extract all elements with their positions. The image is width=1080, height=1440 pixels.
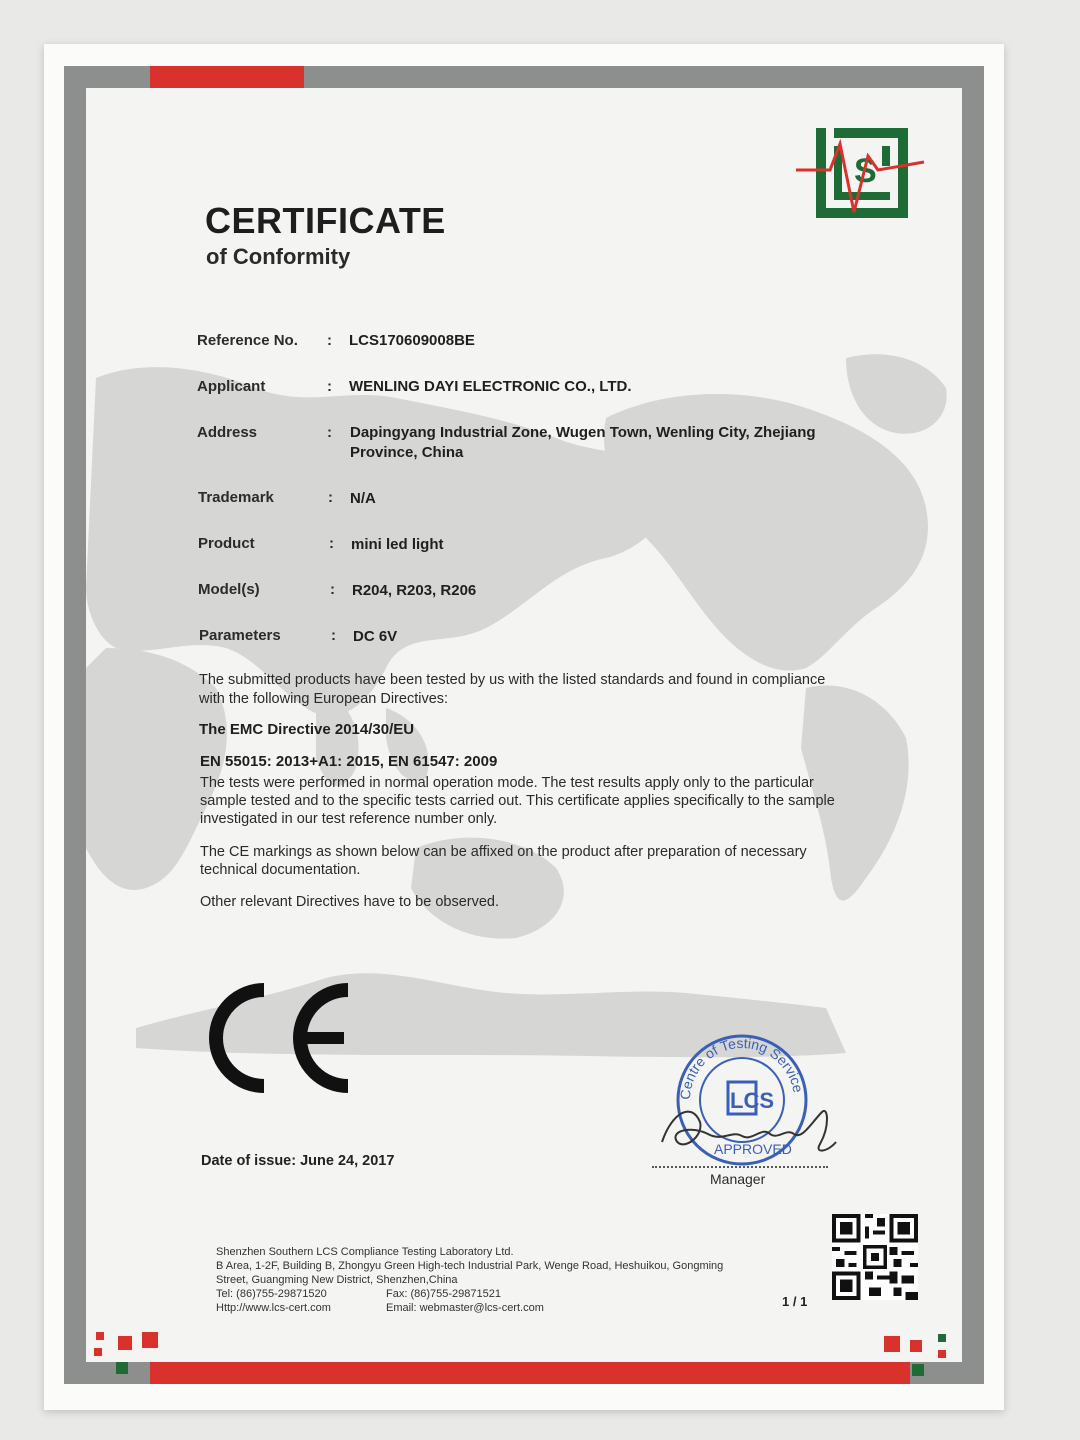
field-value-parameters: DC 6V bbox=[353, 628, 398, 645]
corner-square bbox=[142, 1332, 158, 1348]
qr-code-icon bbox=[832, 1214, 918, 1300]
field-colon: : bbox=[328, 489, 333, 506]
footer-web: Http://www.lcs-cert.com bbox=[216, 1302, 331, 1314]
field-value-address-line2: Province, China bbox=[350, 444, 464, 461]
field-value-product: mini led light bbox=[351, 536, 444, 553]
corner-square bbox=[96, 1332, 104, 1340]
statement-intro-line2: with the following European Directives: bbox=[199, 691, 449, 707]
stamp-bottom-text: APPROVED bbox=[714, 1141, 792, 1157]
tests-line1: The tests were performed in normal operation mode. The test results apply only to the particular bbox=[200, 775, 814, 791]
directive-name: The EMC Directive 2014/30/EU bbox=[199, 721, 415, 738]
signatory-title: Manager bbox=[710, 1171, 766, 1187]
corner-square bbox=[938, 1350, 946, 1358]
lcs-logo bbox=[796, 126, 926, 222]
footer-tel: Tel: (86)755-29871520 bbox=[216, 1288, 327, 1300]
ce-statement-line2: technical documentation. bbox=[200, 862, 361, 878]
ce-statement-line1: The CE markings as shown below can be affixed on the product after preparation of necessary bbox=[200, 844, 807, 860]
footer-address-line1: B Area, 1-2F, Building B, Zhongyu Green High-tech Industrial Park, Wenge Road, Heshuikou, Gongming bbox=[216, 1260, 724, 1272]
page-number: 1 / 1 bbox=[782, 1294, 808, 1309]
corner-square bbox=[118, 1336, 132, 1350]
field-colon: : bbox=[331, 627, 336, 644]
red-accent-bar-top bbox=[150, 66, 304, 88]
field-colon: : bbox=[330, 581, 335, 598]
field-label-applicant: Applicant bbox=[197, 378, 266, 395]
field-label-product: Product bbox=[198, 535, 255, 552]
footer-address-line2: Street, Guangming New District, Shenzhen,China bbox=[216, 1274, 458, 1286]
corner-square bbox=[884, 1336, 900, 1352]
stamp-ring-text: Centre of Testing Service bbox=[676, 1034, 807, 1101]
field-colon: : bbox=[327, 332, 332, 349]
certificate-subtitle: of Conformity bbox=[206, 244, 351, 269]
field-colon: : bbox=[327, 378, 332, 395]
footer-email: Email: webmaster@lcs-cert.com bbox=[386, 1302, 544, 1314]
other-directives: Other relevant Directives have to be observed. bbox=[200, 894, 500, 910]
field-label-parameters: Parameters bbox=[199, 627, 281, 644]
tests-line3: investigated in our test reference number only. bbox=[200, 811, 498, 827]
manager-signature bbox=[652, 1082, 842, 1166]
signature-line bbox=[652, 1166, 828, 1168]
certificate-title: CERTIFICATE bbox=[205, 200, 446, 241]
field-label-reference: Reference No. bbox=[197, 332, 298, 349]
field-colon: : bbox=[327, 424, 332, 441]
svg-text:S: S bbox=[854, 152, 877, 190]
red-accent-bar-bottom bbox=[150, 1362, 910, 1384]
field-label-address: Address bbox=[197, 424, 258, 441]
corner-square bbox=[94, 1348, 102, 1356]
field-value-applicant: WENLING DAYI ELECTRONIC CO., LTD. bbox=[349, 378, 632, 395]
footer-fax: Fax: (86)755-29871521 bbox=[386, 1288, 501, 1300]
corner-square bbox=[910, 1340, 922, 1352]
stamp-center-text: LCS bbox=[730, 1088, 774, 1113]
field-value-address-line1: Dapingyang Industrial Zone, Wugen Town, Wenling City, Zhejiang bbox=[350, 424, 816, 441]
field-value-trademark: N/A bbox=[350, 490, 376, 507]
field-label-trademark: Trademark bbox=[198, 489, 274, 506]
tests-line2: sample tested and to the specific tests carried out. This certificate applies specifically to the sample bbox=[200, 793, 835, 809]
statement-intro-line1: The submitted products have been tested by us with the listed standards and found in compliance bbox=[199, 672, 826, 688]
field-colon: : bbox=[329, 535, 334, 552]
field-value-reference: LCS170609008BE bbox=[349, 332, 475, 349]
corner-square bbox=[912, 1364, 924, 1376]
corner-square bbox=[938, 1334, 946, 1342]
standards-list: EN 55015: 2013+A1: 2015, EN 61547: 2009 bbox=[200, 753, 498, 770]
field-label-models: Model(s) bbox=[198, 581, 260, 598]
footer-company: Shenzhen Southern LCS Compliance Testing Laboratory Ltd. bbox=[216, 1246, 514, 1258]
corner-square bbox=[116, 1362, 128, 1374]
ce-mark-icon bbox=[200, 982, 356, 1094]
field-value-models: R204, R203, R206 bbox=[352, 582, 477, 599]
date-of-issue: Date of issue: June 24, 2017 bbox=[201, 1153, 395, 1169]
